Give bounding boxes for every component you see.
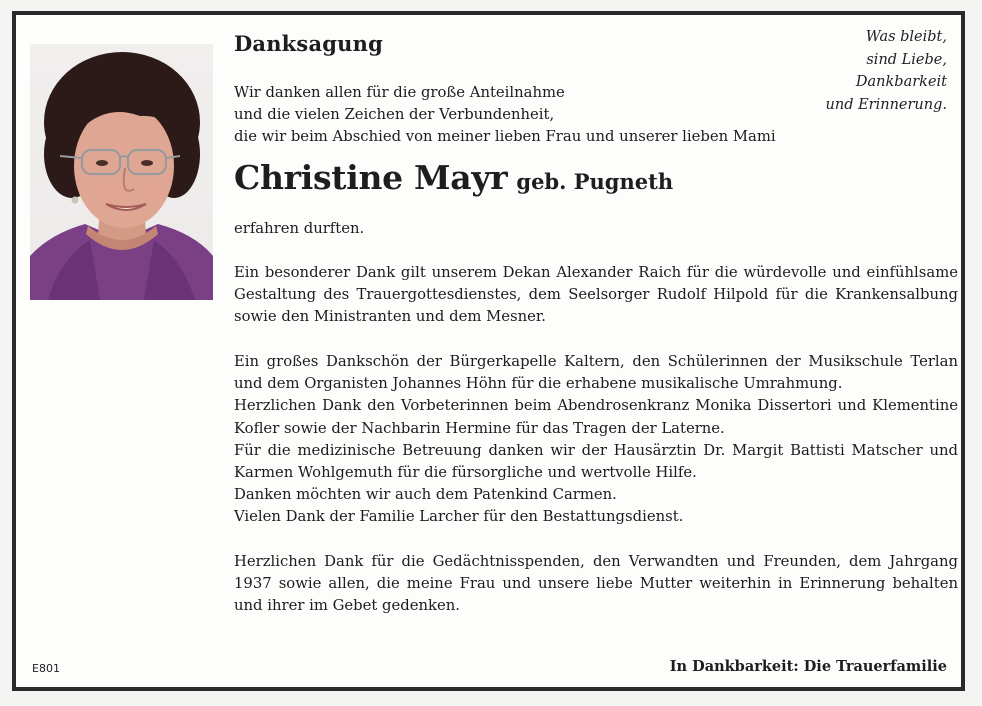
obituary-card <box>12 11 965 691</box>
thanks-paragraph-3 <box>234 551 958 618</box>
paragraph-line: Vielen Dank der Familie Larcher für den Bestattungsdienst. <box>234 508 684 526</box>
motto-line: Was bleibt, <box>865 29 947 45</box>
intro-line: die wir beim Abschied von meiner lieben Frau und unserer lieben Mami <box>234 128 776 146</box>
after-name-text: erfahren durften. <box>234 220 365 237</box>
paragraph-text: Ein besonderer Dank gilt unserem Dekan Alexander Raich für die würdevolle und einfühlsame Gestaltung des Trauergottesdienstes, dem Seelsorger Rudolf Hilpold für die Krankensalbung sowie den Ministranten und dem Mesner. <box>234 264 958 326</box>
paragraph-line: Herzlichen Dank den Vorbeterinnen beim Abendrosenkranz Monika Dissertori und Klementine Kofler sowie der Nachbarin Hermine für das Tragen der Laterne. <box>234 397 958 437</box>
reference-code: E801 <box>32 662 60 675</box>
deceased-name-line <box>234 158 673 197</box>
intro-text <box>234 82 776 149</box>
paragraph-line: Danken möchten wir auch dem Patenkind Carmen. <box>234 486 617 504</box>
page-title: Danksagung <box>234 31 383 56</box>
motto-line: sind Liebe, <box>866 51 947 68</box>
thanks-paragraph-2 <box>234 351 958 529</box>
paragraph-line: Ein großes Dankschön der Bürgerkapelle Kaltern, den Schülerinnen der Musikschule Terlan und dem Organisten Johannes Höhn für die erhabene musikalische Umrahmung. <box>234 353 958 393</box>
thanks-paragraph-1 <box>234 262 958 329</box>
motto-line: und Erinnerung. <box>825 96 947 113</box>
maiden-name: geb. Pugneth <box>516 169 674 194</box>
intro-line: Wir danken allen für die große Anteilnahme <box>234 84 565 101</box>
portrait-photo <box>30 44 213 300</box>
intro-line: und die vielen Zeichen der Verbundenheit, <box>234 106 555 124</box>
paragraph-text: Herzlichen Dank für die Gedächtnisspenden, den Verwandten und Freunden, dem Jahrgang 1937 sowie allen, die meine Frau und unsere liebe Mutter weiterhin in Erinnerung behalten und ihrer im Gebet gedenken. <box>234 553 958 615</box>
portrait-illustration <box>30 44 213 300</box>
paragraph-line: Für die medizinische Betreuung danken wir der Hausärztin Dr. Margit Battisti Matscher und Karmen Wohlgemuth für die fürsorgliche und wertvolle Hilfe. <box>234 441 958 482</box>
closing-signature: In Dankbarkeit: Die Trauerfamilie <box>669 658 947 675</box>
motto-line: Dankbarkeit <box>855 74 947 90</box>
deceased-name: Christine Mayr <box>234 158 508 197</box>
motto-quote <box>826 26 947 116</box>
